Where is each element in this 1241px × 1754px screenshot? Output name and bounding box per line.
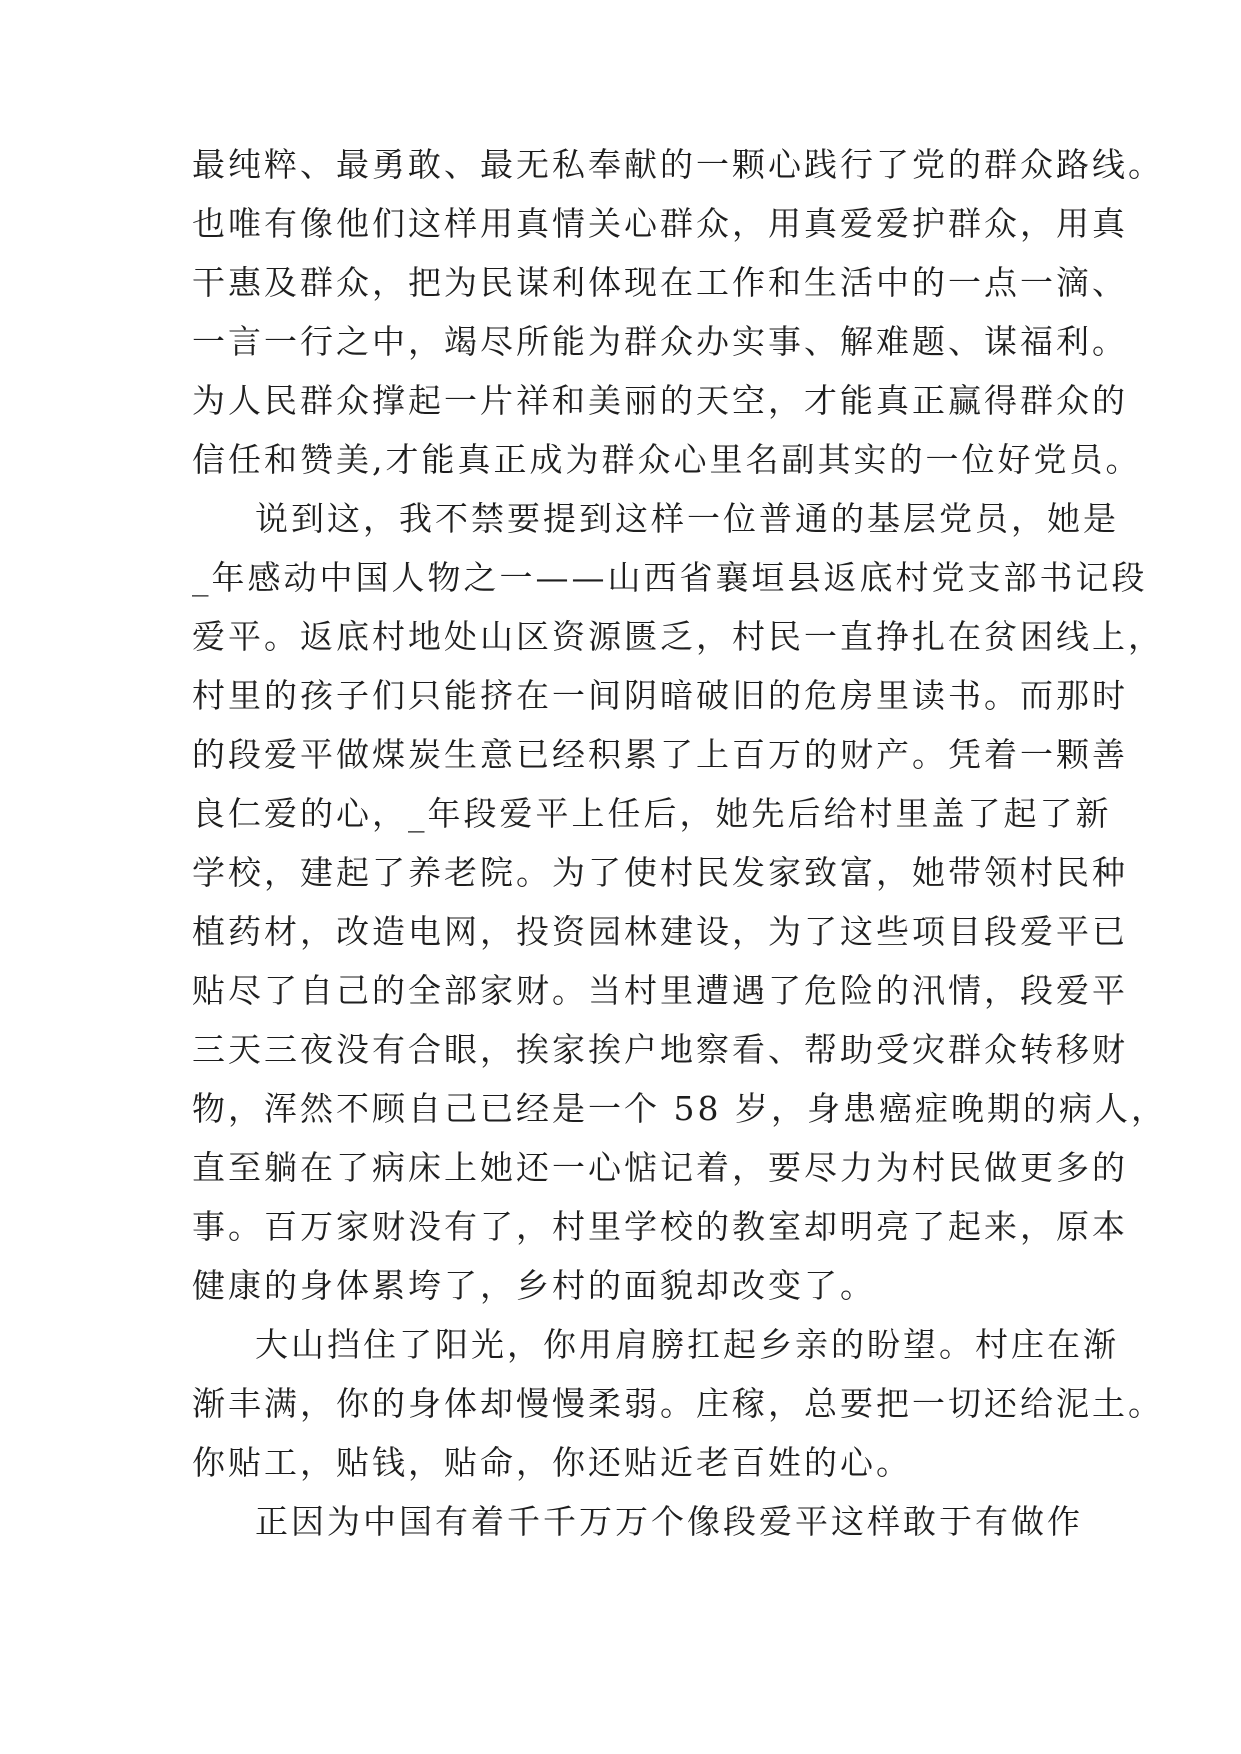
paragraph-start-line: 说到这，我不禁要提到这样一位普通的基层党员，她是 [255,499,1119,538]
text-line: 村里的孩子们只能挤在一间阴暗破旧的危房里读书。而那时 [192,676,1128,715]
text-line: 干惠及群众，把为民谋利体现在工作和生活中的一点一滴、 [192,263,1128,302]
text-line: _年感动中国人物之一——山西省襄垣县返底村党支部书记段 [192,558,1148,597]
text-line: 信任和赞美,才能真正成为群众心里名副其实的一位好党员。 [192,440,1142,479]
text-line: 的段爱平做煤炭生意已经积累了上百万的财产。凭着一颗善 [192,735,1128,774]
paragraph-start-line: 正因为中国有着千千万万个像段爱平这样敢于有做作 [255,1502,1083,1541]
text-line: 健康的身体累垮了，乡村的面貌却改变了。 [192,1266,876,1305]
text-line: 也唯有像他们这样用真情关心群众，用真爱爱护群众，用真 [192,204,1128,243]
text-line: 三天三夜没有合眼，挨家挨户地察看、帮助受灾群众转移财 [192,1030,1128,1069]
text-line: 贴尽了自己的全部家财。当村里遭遇了危险的汛情，段爱平 [192,971,1128,1010]
text-line: 为人民群众撑起一片祥和美丽的天空，才能真正赢得群众的 [192,381,1128,420]
text-line: 良仁爱的心，_年段爱平上任后，她先后给村里盖了起了新 [192,794,1112,833]
text-line: 你贴工，贴钱，贴命，你还贴近老百姓的心。 [192,1443,912,1482]
text-line: 最纯粹、最勇敢、最无私奉献的一颗心践行了党的群众路线。 [192,145,1164,184]
text-line: 直至躺在了病床上她还一心惦记着，要尽力为村民做更多的 [192,1148,1128,1187]
text-line: 植药材，改造电网，投资园林建设，为了这些项目段爱平已 [192,912,1128,951]
body-text [192,135,1167,1551]
paragraph-start-line: 大山挡住了阳光，你用肩膀扛起乡亲的盼望。村庄在渐 [255,1325,1119,1364]
text-line: 一言一行之中，竭尽所能为群众办实事、解难题、谋福利。 [192,322,1128,361]
text-line: 物，浑然不顾自己已经是一个 58 岁，身患癌症晚期的病人， [192,1089,1167,1128]
text-line: 学校，建起了养老院。为了使村民发家致富，她带领村民种 [192,853,1128,892]
text-line: 爱平。返底村地处山区资源匮乏，村民一直挣扎在贫困线上， [192,617,1164,656]
text-line: 事。百万家财没有了，村里学校的教室却明亮了起来，原本 [192,1207,1128,1246]
text-line: 渐丰满，你的身体却慢慢柔弱。庄稼，总要把一切还给泥土。 [192,1384,1164,1423]
